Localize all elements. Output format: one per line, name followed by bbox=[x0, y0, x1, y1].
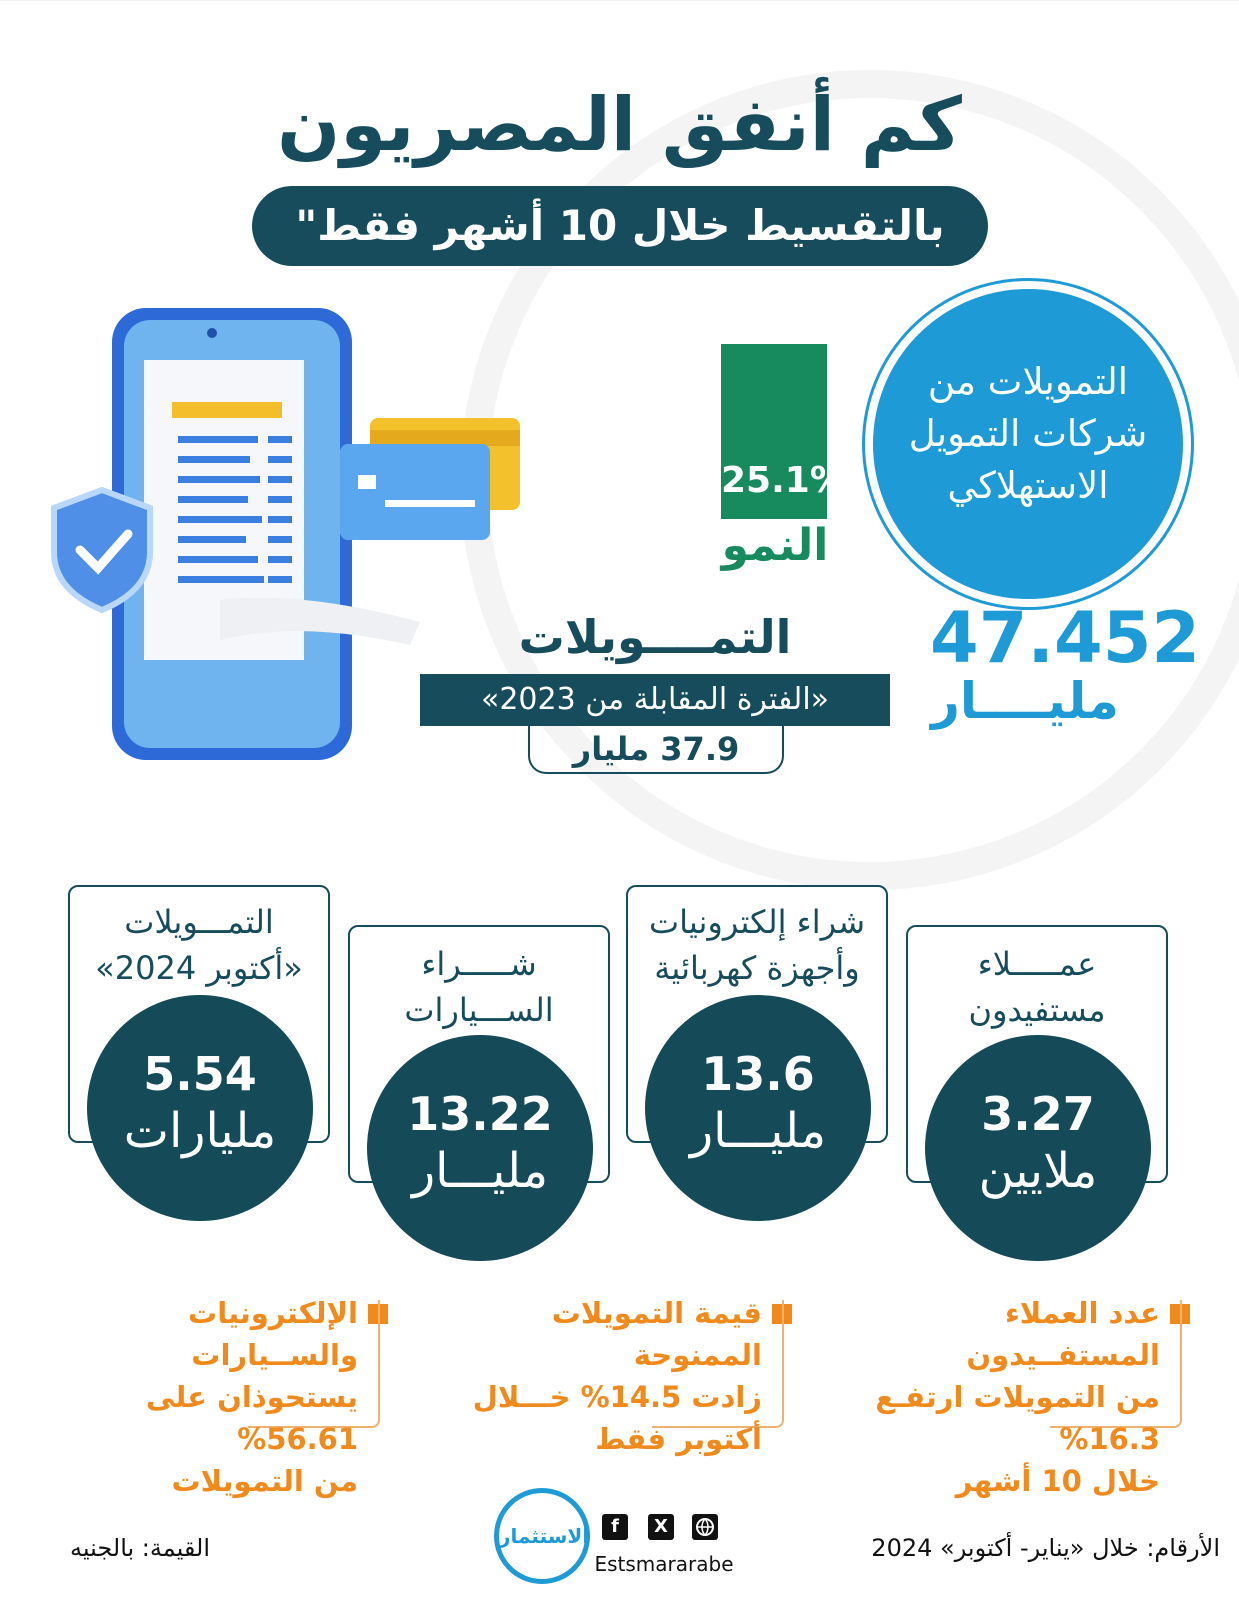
circle-line-2: شركات التمويل bbox=[908, 412, 1148, 455]
previous-period-value: 37.9 مليار bbox=[528, 726, 784, 774]
note-line: يستحوذان على 56.61% bbox=[146, 1380, 358, 1456]
background-grid bbox=[0, 0, 1239, 2]
footer-currency: القيمة: بالجنيه bbox=[70, 1534, 210, 1562]
circle-line-1: التمويلات من bbox=[927, 360, 1129, 403]
brand-name: Estsmararabe bbox=[594, 1552, 734, 1576]
page-subtitle: بالتقسيط خلال 10 أشهر فقط" bbox=[252, 186, 988, 266]
disc-unit: مليـــار bbox=[411, 1143, 549, 1199]
card-title-line-1: شـــــراء bbox=[421, 945, 537, 983]
note-line: أكتوبر فقط bbox=[595, 1422, 762, 1456]
facebook-icon[interactable]: f bbox=[602, 1514, 628, 1540]
card-title-line-1: شراء إلكترونيات bbox=[648, 903, 866, 941]
note-line: من التمويلات ارتفـع 16.3% bbox=[875, 1380, 1160, 1456]
growth-value: 25.1% bbox=[721, 460, 846, 501]
disc-unit: مليارات bbox=[123, 1103, 277, 1159]
disc-unit: ملايين bbox=[978, 1143, 1098, 1199]
total-financing-value: 47.452 bbox=[930, 597, 1201, 679]
total-financing bbox=[930, 597, 1201, 730]
note-beneficiaries bbox=[820, 1292, 1160, 1502]
note-line: قيمة التمويلات الممنوحة bbox=[551, 1296, 762, 1372]
value-disc-cars bbox=[367, 1035, 593, 1261]
disc-value: 5.54 bbox=[143, 1047, 257, 1101]
disc-value: 13.22 bbox=[407, 1087, 553, 1141]
disc-unit: مليـــار bbox=[689, 1103, 827, 1159]
card-title-line-2: «أكتوبر 2024» bbox=[95, 949, 303, 987]
circle-line-3: الاستهلاكي bbox=[947, 464, 1109, 507]
value-disc-october bbox=[87, 995, 313, 1221]
previous-period-label: «الفترة المقابلة من 2023» bbox=[420, 674, 890, 726]
note-share bbox=[40, 1292, 358, 1502]
disc-value: 3.27 bbox=[981, 1087, 1095, 1141]
disc-value: 13.6 bbox=[701, 1047, 815, 1101]
card-title-line-2: وأجهزة كهربائية bbox=[654, 949, 860, 987]
value-disc-electronics bbox=[645, 995, 871, 1221]
growth-label: النمو bbox=[721, 520, 829, 571]
note-line: عدد العملاء المستفــيدون bbox=[966, 1296, 1160, 1372]
note-line: خلال 10 أشهر bbox=[955, 1464, 1160, 1498]
card-title-line-2: الســـيارات bbox=[404, 991, 554, 1029]
web-globe-icon[interactable] bbox=[692, 1514, 718, 1540]
consumer-finance-circle bbox=[873, 289, 1183, 599]
x-icon[interactable]: X bbox=[648, 1514, 674, 1540]
note-value bbox=[420, 1292, 762, 1460]
value-disc-beneficiaries bbox=[925, 1035, 1151, 1261]
card-title-line-1: عمـــــلاء bbox=[977, 945, 1097, 983]
card-title-line-1: التمـــويلات bbox=[124, 903, 274, 941]
financing-label: التمــــويلات bbox=[518, 610, 792, 664]
page-title: كم أنفق المصريون bbox=[277, 82, 962, 168]
brand-logo[interactable]: الاستثمار bbox=[494, 1488, 590, 1584]
note-line: الإلكترونيات والســيارات bbox=[188, 1296, 358, 1372]
note-line: زادت 14.5% خـــلال bbox=[472, 1380, 762, 1414]
total-financing-unit: مليــــار bbox=[931, 672, 1119, 730]
note-line: من التمويلات bbox=[171, 1464, 358, 1498]
footer-period: الأرقام: خلال «يناير- أكتوبر» 2024 bbox=[871, 1534, 1220, 1562]
card-title-line-2: مستفيدون bbox=[968, 991, 1106, 1029]
